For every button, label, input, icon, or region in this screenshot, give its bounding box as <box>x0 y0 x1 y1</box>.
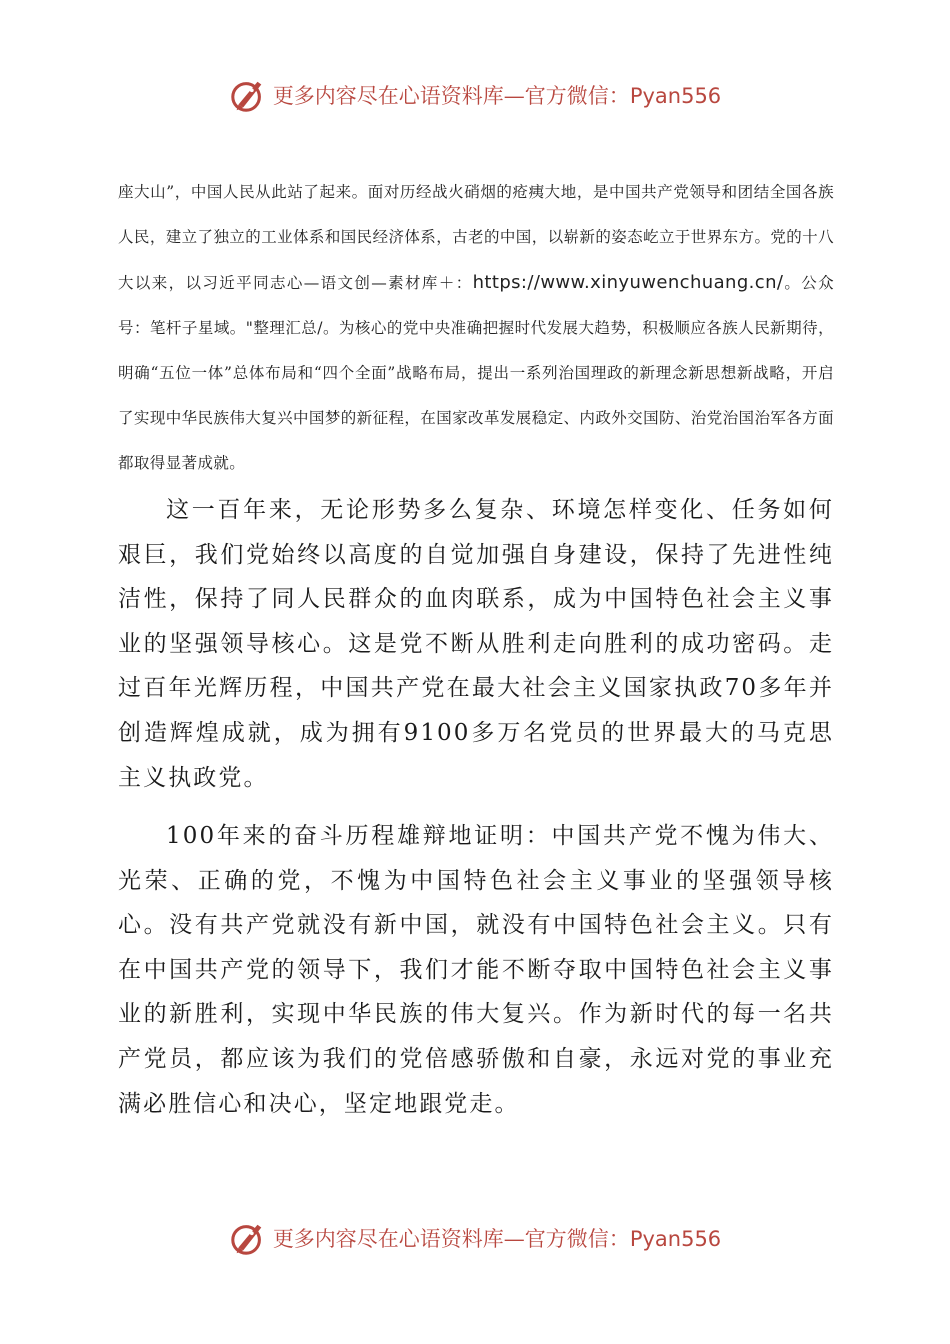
footer-brand-label: 更多内容尽在心语资料库—官方微信： <box>272 1227 630 1251</box>
paragraph-2: 这一百年来，无论形势多么复杂、环境怎样变化、任务如何艰巨，我们党始终以高度的自觉加强自身建设，保持了先进性纯洁性，保持了同人民群众的血肉联系，成为中国特色社会主义事业的坚强领导核心。这是党不断从胜利走向胜利的成功密码。走过百年光辉历程，中国共产党在最大社会主义国家执政70多年并创造辉煌成就，成为拥有9100多万名党员的世界最大的马克思主义执政党。 <box>118 497 834 791</box>
paragraph-1-url: https://www.xinyuwenchuang.cn/ <box>472 272 784 293</box>
pen-logo-icon <box>229 76 267 114</box>
footer-banner <box>0 1218 950 1258</box>
header-brand-text <box>273 80 721 110</box>
paragraph-1 <box>118 170 834 486</box>
footer-brand-text <box>273 1223 721 1253</box>
pen-logo-icon <box>229 1219 267 1257</box>
header-brand-label: 更多内容尽在心语资料库—官方微信： <box>272 84 630 108</box>
paragraph-3: 100年来的奋斗历程雄辩地证明：中国共产党不愧为伟大、光荣、正确的党，不愧为中国特色社会主义事业的坚强领导核心。没有共产党就没有新中国，就没有中国特色社会主义。只有在中国共产党的领导下，我们才能不断夺取中国特色社会主义事业的新胜利，实现中华民族的伟大复兴。作为新时代的每一名共产党员，都应该为我们的党倍感骄傲和自豪，永远对党的事业充满必胜信心和决心，坚定地跟党走。 <box>118 823 834 1117</box>
header-banner <box>0 75 950 115</box>
paragraph-1-part-b: 。公众号：笔杆子星域。"整理汇总/。为核心的党中央准确把握时代发展大趋势，积极顺应各族人民新期待，明确“五位一体”总体布局和“四个全面”战略布局，提出一系列治国理政的新理念新思想新战略，开启了实现中华民族伟大复兴中国梦的新征程，在国家改革发展稳定、内政外交国防、治党治国治军各方面都取得显著成就。 <box>118 274 834 472</box>
paragraph-1-part-a: 座大山”，中国人民从此站了起来。面对历经战火硝烟的疮痍大地，是中国共产党领导和团结全国各族人民，建立了独立的工业体系和国民经济体系，古老的中国，以崭新的姿态屹立于世界东方。党的十八大以来，以习近平同志心—语文创—素材库＋： <box>118 183 834 292</box>
header-wechat-id: Pyan556 <box>629 84 722 108</box>
footer-wechat-id: Pyan556 <box>629 1227 722 1251</box>
